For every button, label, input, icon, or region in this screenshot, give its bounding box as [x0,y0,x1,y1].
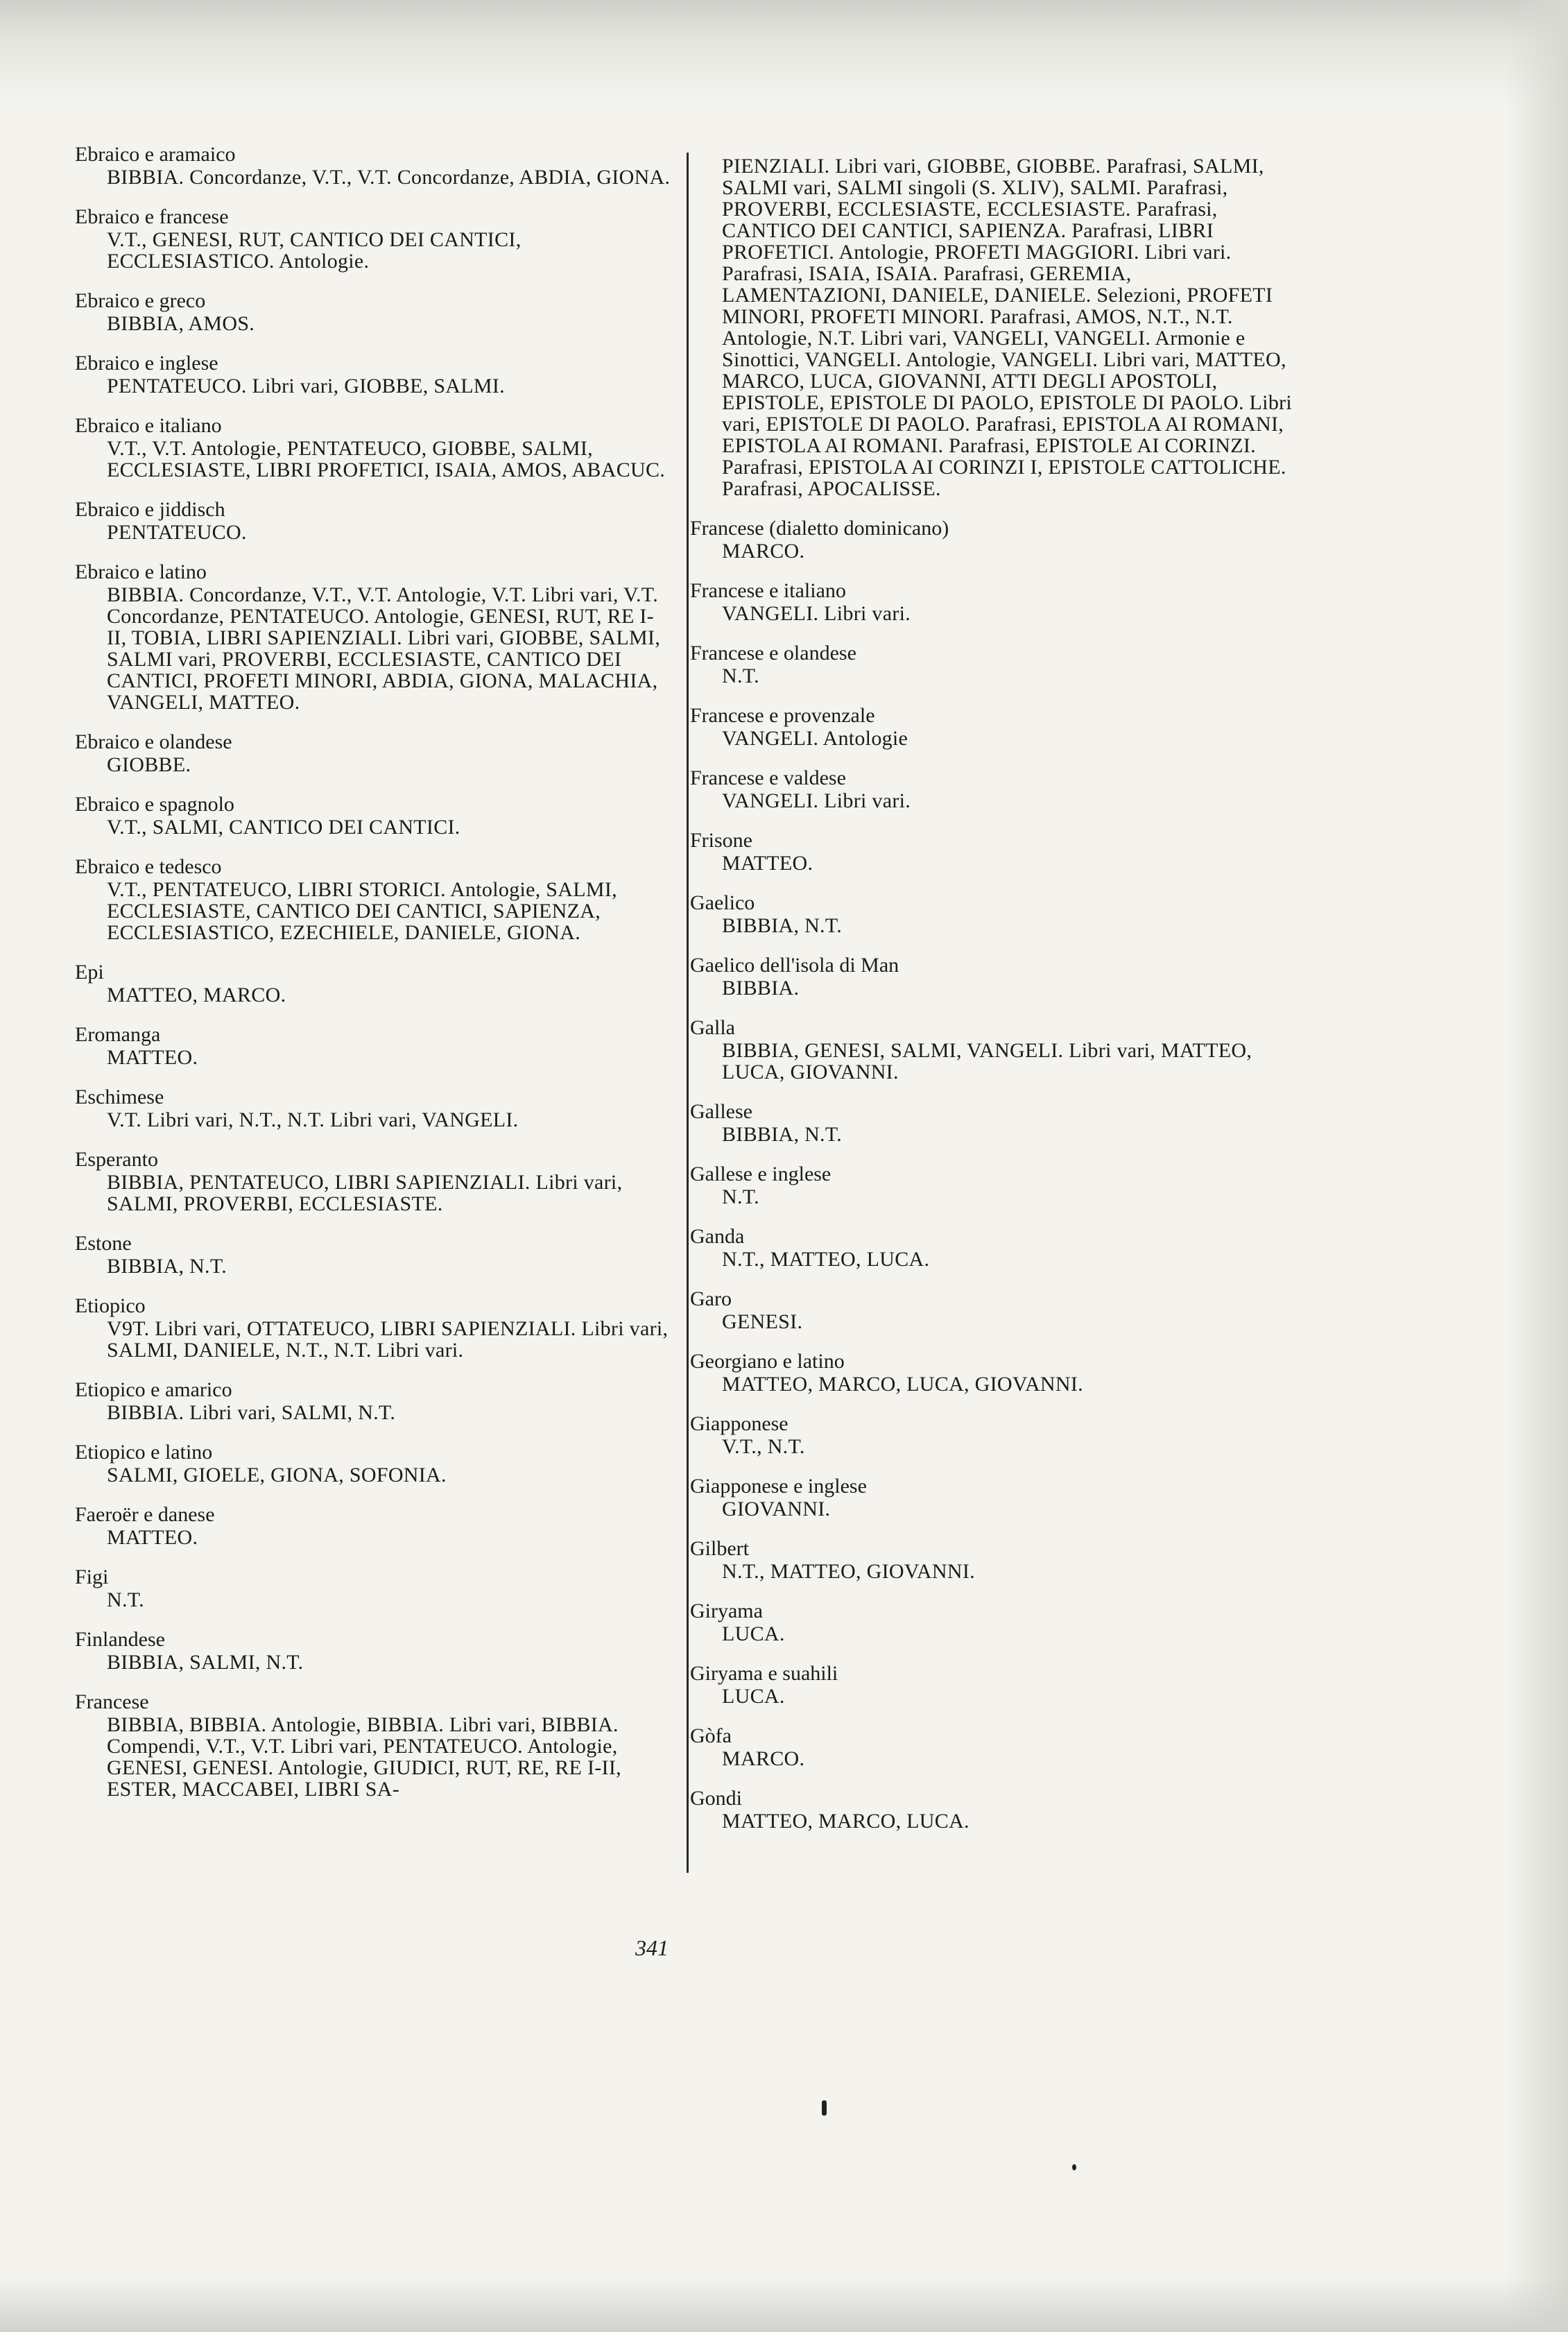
entry-references: V.T., N.T. [722,1435,805,1458]
entry-references: BIBBIA, N.T. [722,914,843,937]
entry-references: VANGELI. Libri vari. [722,789,911,812]
entry-references: MATTEO. [107,1046,198,1069]
column-divider [687,153,689,1873]
index-entry [690,1287,1300,1332]
index-entry [690,1163,1300,1208]
entry-references: BIBBIA. Concordanze, V.T., V.T. Concordanze, ABDIA, GIONA. [107,166,671,189]
entry-references: BIBBIA. [722,977,800,1000]
entry-language: Gallese e inglese [690,1163,832,1185]
page-number: 341 [635,1935,669,1960]
scan-speck [822,2100,827,2116]
index-entry [75,1628,671,1673]
entry-references: MARCO. [722,1747,805,1770]
entry-references: GIOBBE. [107,753,191,776]
entry-language: Giapponese e inglese [690,1475,867,1498]
entry-language: Frisone [690,829,752,852]
index-entry [690,579,1300,624]
index-entry [75,1086,671,1131]
entry-references: N.T. [107,1588,144,1611]
scan-shadow-top [0,0,1568,104]
index-entry [75,352,671,397]
entry-language: Ebraico e italiano [75,414,222,437]
index-entry [690,1662,1300,1707]
entry-language: Georgiano e latino [690,1350,845,1373]
index-entry [75,1503,671,1548]
index-entry [690,1412,1300,1457]
entry-references: PENTATEUCO. Libri vari, GIOBBE, SALMI. [107,375,505,397]
entry-language: Ebraico e tedesco [75,855,222,878]
entry-language: Eschimese [75,1086,164,1108]
entry-language: Ganda [690,1225,745,1248]
index-entry [75,730,671,775]
entry-language: Ebraico e spagnolo [75,793,234,816]
index-entry [75,560,671,713]
index-entry [690,766,1300,812]
entry-language: Faeroër e danese [75,1503,215,1526]
entry-language: Gondi [690,1787,742,1810]
entry-references: V.T., V.T. Antologie, PENTATEUCO, GIOBBE, SALMI, ECCLESIASTE, LIBRI PROFETICI, ISAIA, AMOS, ABACUC. [107,437,666,481]
entry-language: Etiopico e amarico [75,1378,232,1401]
entry-language: Francese e valdese [690,766,846,789]
entry-language: Ebraico e aramaico [75,143,236,166]
entry-references: MATTEO, MARCO. [107,984,286,1006]
index-entry [75,1232,671,1277]
entry-references: V.T., PENTATEUCO, LIBRI STORICI. Antologie, SALMI, ECCLESIASTE, CANTICO DEI CANTICI, SAPIENZA, ECCLESIASTICO, EZECHIELE, DANIELE, GIONA. [107,878,617,944]
index-entry [690,1724,1300,1769]
entry-references: LUCA. [722,1685,785,1708]
index-entry [690,1537,1300,1582]
entry-language: Eromanga [75,1023,161,1046]
entry-references: MATTEO, MARCO, LUCA, GIOVANNI. [722,1373,1083,1396]
entry-references: N.T., MATTEO, LUCA. [722,1248,930,1271]
index-entry [690,891,1300,936]
index-entry [690,1100,1300,1145]
index-entry [75,143,671,188]
index-entry [75,961,671,1006]
index-entry [690,517,1300,562]
entry-references: MATTEO. [722,852,813,875]
entry-language: Figi [75,1566,109,1588]
entry-language: Ebraico e inglese [75,352,218,375]
entry-references: N.T. [722,1185,759,1208]
entry-language: Francese e olandese [690,642,856,665]
index-entry [75,1690,671,1800]
entry-references: BIBBIA. Libri vari, SALMI, N.T. [107,1401,396,1424]
entry-language: Gaelico dell'isola di Man [690,954,899,977]
entry-language: Giryama [690,1600,763,1622]
index-entry [75,1023,671,1068]
index-entry [690,954,1300,999]
index-entry [75,1148,671,1215]
entry-references: V9T. Libri vari, OTTATEUCO, LIBRI SAPIENZIALI. Libri vari, SALMI, DANIELE, N.T., N.T. Libri vari. [107,1317,669,1362]
entry-language: Ebraico e greco [75,289,206,312]
index-entry [690,155,1300,499]
entry-references: PENTATEUCO. [107,521,247,544]
entry-references: BIBBIA, BIBBIA. Antologie, BIBBIA. Libri vari, BIBBIA. Compendi, V.T., V.T. Libri vari, PENTATEUCO. Antologie, GENESI, GENESI. Antologie, GIUDICI, RUT, RE, RE I-II, ESTER, MACCABEI, LIBRI SA- [107,1713,621,1801]
entry-references: GIOVANNI. [722,1498,831,1520]
index-entry [690,1475,1300,1520]
entry-references: VANGELI. Antologie [722,727,908,750]
entry-language: Giryama e suahili [690,1662,838,1685]
entry-references: V.T. Libri vari, N.T., N.T. Libri vari, VANGELI. [107,1108,519,1131]
entry-language: Gòfa [690,1724,732,1747]
entry-language: Garo [690,1287,732,1310]
entry-references: BIBBIA, AMOS. [107,312,255,335]
entry-language: Gilbert [690,1537,749,1560]
entry-references: MATTEO, MARCO, LUCA. [722,1810,970,1833]
entry-language: Giapponese [690,1412,789,1435]
index-entry [690,1016,1300,1083]
index-entry [690,704,1300,749]
index-entry [690,1350,1300,1395]
entry-language: Epi [75,961,104,984]
scan-shadow-bottom [0,2277,1568,2332]
entry-language: Francese e provenzale [690,704,875,727]
index-entry [690,1600,1300,1645]
index-entry [75,1294,671,1361]
entry-references: BIBBIA, PENTATEUCO, LIBRI SAPIENZIALI. Libri vari, SALMI, PROVERBI, ECCLESIASTE. [107,1171,623,1215]
entry-language: Ebraico e latino [75,560,207,583]
index-entry [690,1225,1300,1270]
entry-language: Estone [75,1232,132,1255]
index-entry [75,1566,671,1611]
entry-language: Etiopico [75,1294,146,1317]
entry-language: Esperanto [75,1148,158,1171]
index-entry [75,1441,671,1486]
entry-language: Ebraico e olandese [75,730,232,753]
entry-references: BIBBIA, N.T. [722,1123,843,1146]
entry-language: Francese (dialetto dominicano) [690,517,949,540]
index-entry [75,414,671,481]
scan-speck [1072,2164,1076,2170]
entry-language: Galla [690,1016,735,1039]
entry-references: MARCO. [722,540,805,563]
entry-language: Ebraico e francese [75,205,229,228]
index-column-left [75,143,671,1817]
entry-references: PIENZIALI. Libri vari, GIOBBE, GIOBBE. Parafrasi, SALMI, SALMI vari, SALMI singoli (S. XLIV), SALMI. Parafrasi, PROVERBI, ECCLESIASTE, ECCLESIASTE. Parafrasi, CANTICO DEI CANTICI, SAPIENZA. Parafrasi, LIBRI PROFETICI. Antologie, PROFETI MAGGIORI. Libri vari. Parafrasi, ISAIA, ISAIA. Parafrasi, GEREMIA, LAMENTAZIONI, DANIELE, DANIELE. Selezioni, PROFETI MINORI, PROFETI MINORI. Parafrasi, AMOS, N.T., N.T. Antologie, N.T. Libri vari, VANGELI, VANGELI. Armonie e Sinottici, VANGELI. Antologie, VANGELI. Libri vari, MATTEO, MARCO, LUCA, GIOVANNI, ATTI DEGLI APOSTOLI, EPISTOLE, EPISTOLE DI PAOLO, EPISTOLE DI PAOLO. Libri vari, EPISTOLE DI PAOLO. Parafrasi, EPISTOLA AI ROMANI, EPISTOLA AI ROMANI. Parafrasi, EPISTOLE AI CORINZI. Parafrasi, EPISTOLA AI CORINZI I, EPISTOLE CATTOLICHE. Parafrasi, APOCALISSE. [722,155,1293,500]
entry-language: Ebraico e jiddisch [75,498,225,521]
entry-references: BIBBIA, SALMI, N.T. [107,1651,304,1674]
entry-references: N.T. [722,665,759,687]
entry-references: BIBBIA. Concordanze, V.T., V.T. Antologie, V.T. Libri vari, V.T. Concordanze, PENTATEUCO. Antologie, GENESI, RUT, RE I-II, TOBIA, LIBRI SAPIENZIALI. Libri vari, GIOBBE, SALMI, SALMI vari, PROVERBI, ECCLESIASTE, CANTICO DEI CANTICI, PROFETI MINORI, ABDIA, GIONA, MALACHIA, VANGELI, MATTEO. [107,583,661,714]
entry-language: Etiopico e latino [75,1441,213,1464]
index-entry [75,793,671,838]
entry-references: V.T., SALMI, CANTICO DEI CANTICI. [107,816,460,839]
entry-references: N.T., MATTEO, GIOVANNI. [722,1560,975,1583]
scan-shadow-right [1506,0,1568,2332]
entry-language: Francese [75,1690,149,1713]
entry-references: LUCA. [722,1622,785,1645]
index-entry [75,205,671,272]
index-entry [690,642,1300,687]
index-entry [75,498,671,543]
index-entry [75,1378,671,1423]
entry-language: Finlandese [75,1628,165,1651]
index-entry [75,289,671,334]
entry-language: Francese e italiano [690,579,846,602]
entry-references: V.T., GENESI, RUT, CANTICO DEI CANTICI, ECCLESIASTICO. Antologie. [107,228,522,273]
entry-references: MATTEO. [107,1526,198,1549]
entry-language: Gaelico [690,891,755,914]
entry-references: BIBBIA, N.T. [107,1255,227,1278]
entry-references: SALMI, GIOELE, GIONA, SOFONIA. [107,1464,447,1486]
index-entry [690,1787,1300,1832]
entry-references: BIBBIA, GENESI, SALMI, VANGELI. Libri vari, MATTEO, LUCA, GIOVANNI. [722,1039,1252,1083]
index-column-right [690,155,1300,1849]
entry-references: VANGELI. Libri vari. [722,602,911,625]
index-entry [690,829,1300,874]
entry-references: GENESI. [722,1310,803,1333]
index-entry [75,855,671,943]
entry-language: Gallese [690,1100,752,1123]
